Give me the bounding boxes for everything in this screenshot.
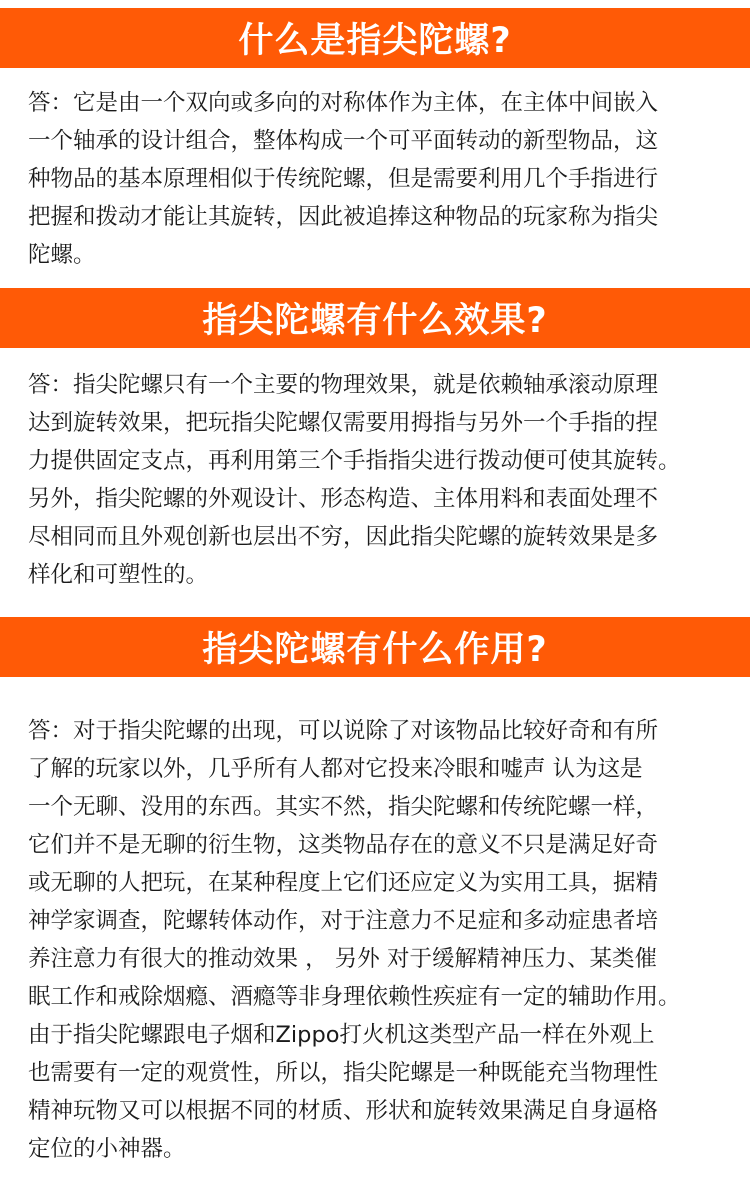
section-header-what-is (0, 8, 750, 68)
paragraph-line: 一个轴承的设计组合，整体构成一个可平面转动的新型物品，这 (28, 128, 659, 154)
paragraph-line: 神学家调查，陀螺转体动作，对于注意力不足症和多动症患者培 (28, 908, 659, 934)
paragraph-line: 力提供固定支点，再利用第三个手指指尖进行拨动便可使其旋转。 (28, 448, 681, 474)
section-header-effect (0, 288, 750, 348)
paragraph-line: 尽相同而且外观创新也层出不穷，因此指尖陀螺的旋转效果是多 (28, 524, 659, 550)
paragraph-line: 种物品的基本原理相似于传统陀螺，但是需要利用几个手指进行 (28, 166, 659, 192)
paragraph-line: 眠工作和戒除烟瘾、酒瘾等非身理依赖性疾症有一定的辅助作用。 (28, 984, 681, 1010)
paragraph-line: 精神玩物又可以根据不同的材质、形状和旋转效果满足自身逼格 (28, 1098, 659, 1124)
paragraph-line: 一个无聊、没用的东西。其实不然，指尖陀螺和传统陀螺一样， (28, 794, 659, 820)
section-title: 什么是指尖陀螺? (238, 21, 512, 61)
paragraph-line: 把握和拨动才能让其旋转，因此被追捧这种物品的玩家称为指尖 (28, 204, 659, 230)
paragraph-line: 养注意力有很大的推动效果 ， 另外 对于缓解精神压力、某类催 (28, 946, 657, 972)
section-body-what-is (28, 84, 728, 274)
paragraph-line: 另外，指尖陀螺的外观设计、形态构造、主体用料和表面处理不 (28, 486, 659, 512)
paragraph-line: 陀螺。 (28, 242, 96, 268)
section-body-effect (28, 366, 728, 594)
paragraph-line: 样化和可塑性的。 (28, 562, 209, 588)
section-header-usage (0, 617, 750, 677)
paragraph-line: 也需要有一定的观赏性，所以，指尖陀螺是一种既能充当物理性 (28, 1060, 659, 1086)
paragraph-line: 由于指尖陀螺跟电子烟和Zippo打火机这类型产品一样在外观上 (28, 1022, 655, 1048)
section-title: 指尖陀螺有什么效果? (202, 301, 548, 341)
paragraph-line: 答：对于指尖陀螺的出现，可以说除了对该物品比较好奇和有所 (28, 718, 659, 744)
paragraph-line: 了解的玩家以外，几乎所有人都对它投来冷眼和嘘声 认为这是 (28, 756, 643, 782)
paragraph-line: 达到旋转效果，把玩指尖陀螺仅需要用拇指与另外一个手指的捏 (28, 410, 659, 436)
paragraph-line: 答：它是由一个双向或多向的对称体作为主体，在主体中间嵌入 (28, 90, 659, 116)
paragraph-line: 答：指尖陀螺只有一个主要的物理效果，就是依赖轴承滚动原理 (28, 372, 659, 398)
paragraph-line: 它们并不是无聊的衍生物，这类物品存在的意义不只是满足好奇 (28, 832, 659, 858)
paragraph-line: 定位的小神器。 (28, 1136, 186, 1162)
section-body-usage (28, 712, 728, 1168)
paragraph-line: 或无聊的人把玩，在某种程度上它们还应定义为实用工具，据精 (28, 870, 659, 896)
section-title: 指尖陀螺有什么作用? (202, 630, 548, 670)
